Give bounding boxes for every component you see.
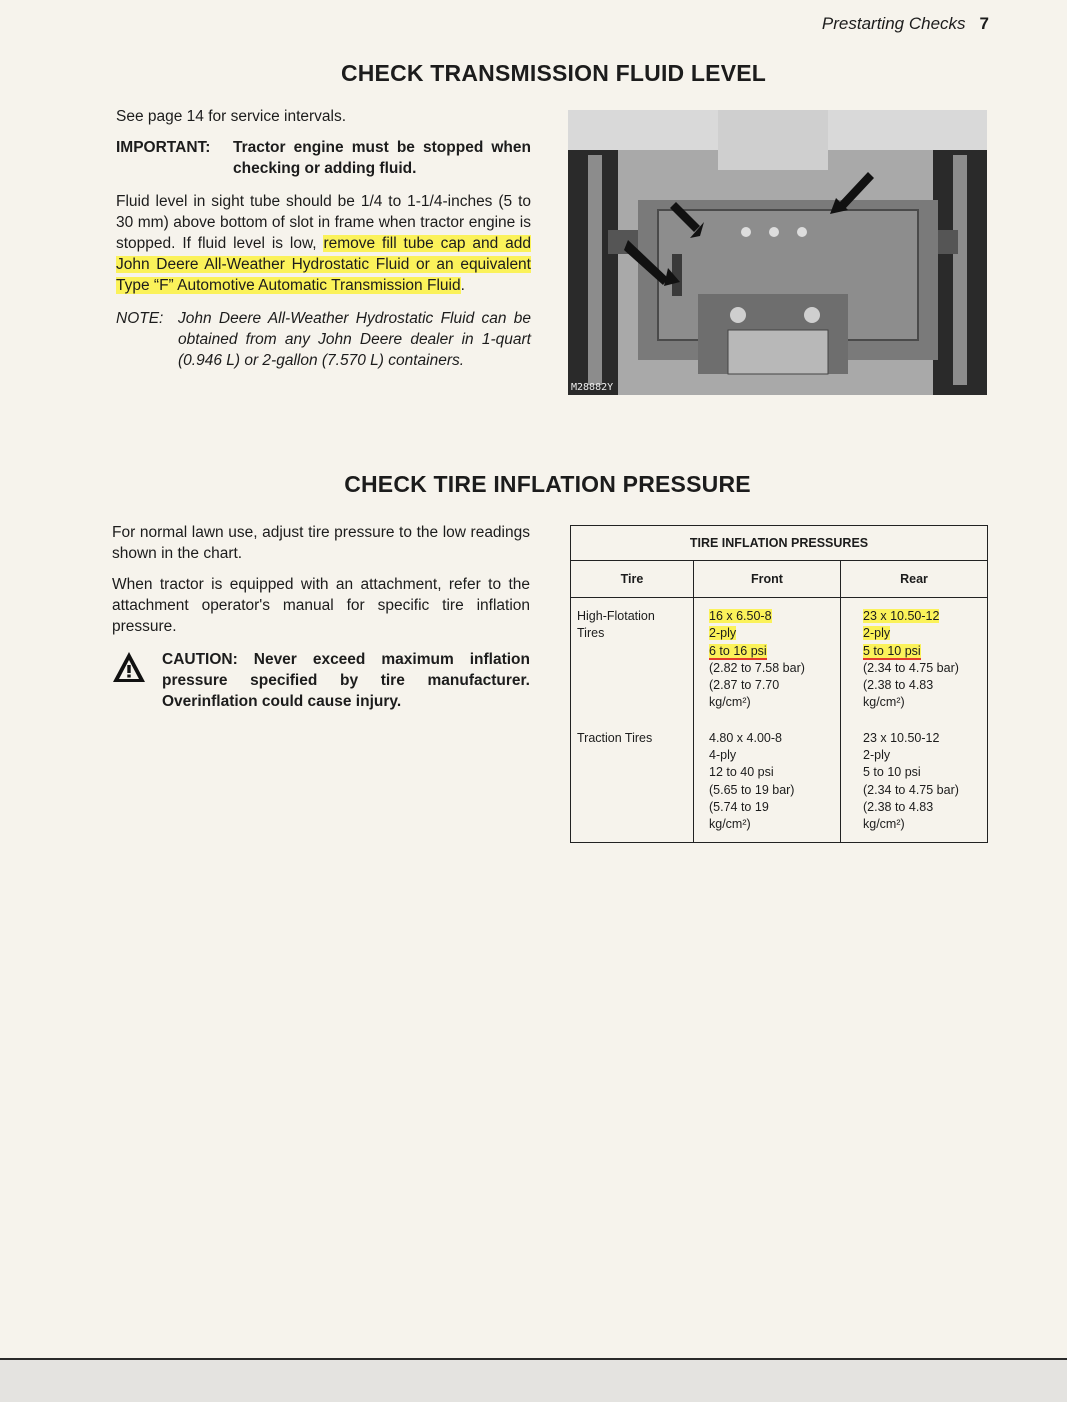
front-value: (2.87 to 7.70 (709, 678, 780, 693)
front-value: (5.74 to 19 (709, 799, 769, 814)
front-psi-highlight: 6 to 16 psi (709, 643, 767, 658)
fluid-level-text (116, 191, 531, 296)
rear-cell (841, 598, 988, 843)
caution-text: CAUTION: Never exceed maximum inflation pressure specified by tire manufacturer. Overinflation could cause injury. (162, 651, 530, 710)
tire-pressure-table (570, 525, 988, 843)
caution-notice (112, 649, 530, 712)
col-rear-header: Rear (841, 561, 988, 598)
table-body-row (571, 598, 988, 843)
front-value: (2.82 to 7.58 bar) (709, 660, 805, 675)
front-cell (694, 598, 841, 843)
front-value: 4.80 x 4.00-8 (709, 730, 782, 745)
rear-value: (2.34 to 4.75 bar) (863, 782, 959, 797)
photo-code: M28882Y (571, 382, 614, 393)
front-ply-highlight: 2-ply (709, 626, 737, 641)
lawn-use-text: For normal lawn use, adjust tire pressure to the low readings shown in the chart. (112, 524, 530, 562)
col-front-header: Front (694, 561, 841, 598)
tire-text (112, 522, 530, 712)
rear-value: 2-ply (863, 748, 891, 763)
page-number: 7 (979, 14, 989, 33)
fluid-note (116, 308, 531, 371)
tire-type-line: Tires (577, 626, 605, 641)
tire-type-cell (571, 598, 694, 843)
front-size-highlight: 16 x 6.50-8 (709, 609, 772, 623)
rear-value: kg/cm²) (863, 817, 905, 832)
page-header (822, 14, 989, 34)
transmission-photo (568, 110, 987, 395)
rear-value: (2.38 to 4.83 (863, 799, 934, 814)
front-value: kg/cm²) (709, 695, 751, 710)
front-value: 12 to 40 psi (709, 765, 774, 780)
tire-type-line: Traction Tires (577, 730, 653, 745)
fluid-text-part: Fluid level in sight tube should be 1/4 to 1-1/4-inches (5 to 30 mm) above bottom of slot in frame when tractor engine is stopped. If fluid level is low, (116, 193, 531, 252)
rear-value: kg/cm²) (863, 695, 905, 710)
section-name: Prestarting Checks (821, 14, 966, 33)
important-notice (116, 137, 531, 179)
warning-triangle-icon (112, 649, 162, 712)
table-caption: TIRE INFLATION PRESSURES (571, 526, 988, 561)
rear-psi-highlight: 5 to 10 psi (863, 643, 921, 658)
tire-type-line: High-Flotation (577, 609, 655, 623)
front-value: (5.65 to 19 bar) (709, 782, 795, 797)
rear-value: (2.38 to 4.83 (863, 678, 934, 693)
fluid-text-end: . (460, 277, 465, 294)
front-value: kg/cm²) (709, 817, 751, 832)
important-text: Tractor engine must be stopped when checking or adding fluid. (233, 139, 531, 177)
note-text: John Deere All-Weather Hydrostatic Fluid can be obtained from any John Deere dealer in 1-quart (0.946 L) or 2-gallon (7.570 L) containers. (178, 310, 531, 369)
highlighted-fluid-text: remove fill tube cap and add John Deere All-Weather Hydrostatic Fluid or an equivalent Type “F” Automotive Automatic Transmission Fluid (116, 235, 532, 294)
rear-size-highlight: 23 x 10.50-12 (863, 609, 940, 623)
front-value: 4-ply (709, 748, 737, 763)
rear-value: 5 to 10 psi (863, 765, 921, 780)
rear-value: 23 x 10.50-12 (863, 730, 940, 745)
tire-pressure-title: CHECK TIRE INFLATION PRESSURE (344, 471, 751, 497)
note-label: NOTE: (116, 310, 164, 327)
service-intervals-text: See page 14 for service intervals. (116, 108, 347, 125)
rear-ply-highlight: 2-ply (863, 626, 891, 641)
rear-value: (2.34 to 4.75 bar) (863, 660, 959, 675)
scan-bottom-edge (0, 1358, 1067, 1402)
important-label: IMPORTANT: (116, 139, 211, 156)
transmission-illustration (568, 110, 987, 395)
col-tire-header: Tire (571, 561, 694, 598)
transmission-text (116, 106, 531, 381)
attachment-text: When tractor is equipped with an attachment, refer to the attachment operator's manual for specific tire inflation pressure. (112, 576, 530, 635)
transmission-title: CHECK TRANSMISSION FLUID LEVEL (340, 60, 767, 86)
